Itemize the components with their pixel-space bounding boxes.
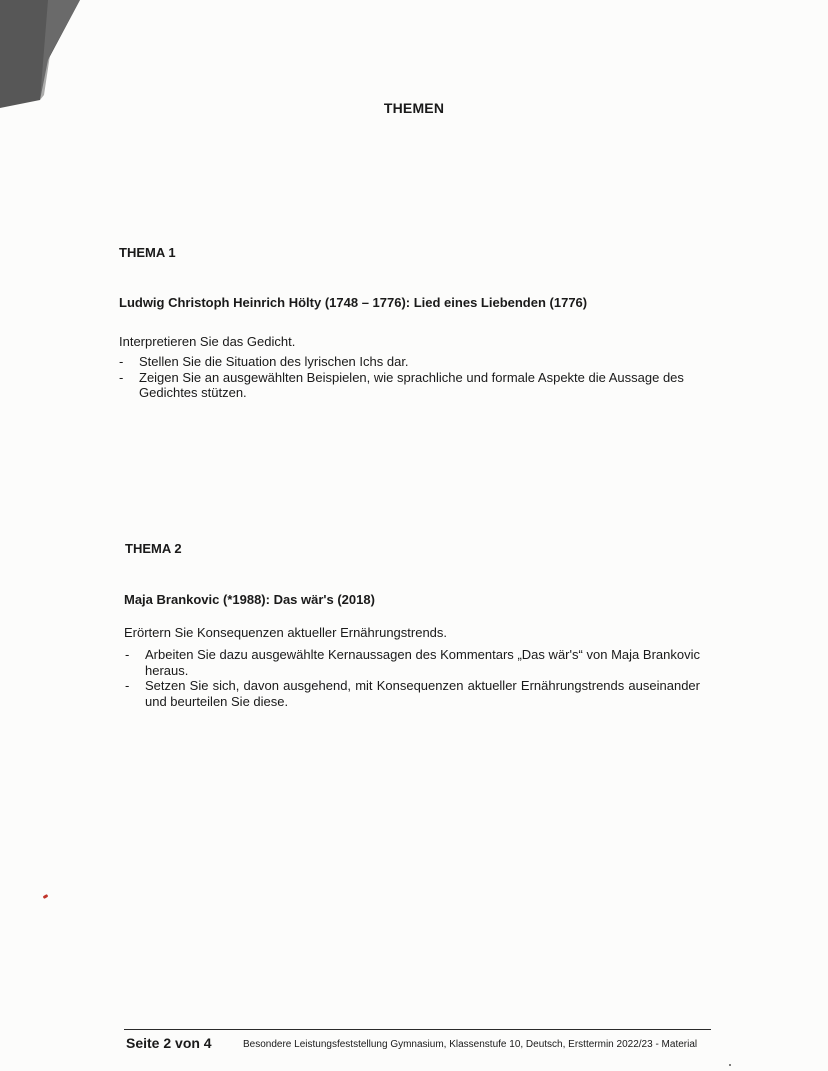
list-item: - Arbeiten Sie dazu ausgewählte Kernaussagen des Kommentars „Das wär's“ von Maja Brankovic heraus. <box>125 647 700 678</box>
theme-2-bullet-list <box>125 647 700 709</box>
theme-2-task: Erörtern Sie Konsequenzen aktueller Ernährungstrends. <box>124 625 448 640</box>
page-title: THEMEN <box>383 100 445 116</box>
scan-speck <box>729 1064 731 1066</box>
theme-2-bullet-1: Arbeiten Sie dazu ausgewählte Kernaussagen des Kommentars „Das wär's“ von Maja Brankovic heraus. <box>145 647 700 678</box>
theme-2-bullet-2: Setzen Sie sich, davon ausgehend, mit Konsequenzen aktueller Ernährungstrends auseinander und beurteilen Sie diese. <box>145 678 700 709</box>
pen-mark <box>43 894 49 899</box>
theme-1-work-title: Ludwig Christoph Heinrich Hölty (1748 – 1776): Lied eines Liebenden (1776) <box>119 295 588 310</box>
footer-info: Besondere Leistungsfeststellung Gymnasium, Klassenstufe 10, Deutsch, Ersttermin 2022/23 - Material <box>243 1039 698 1050</box>
footer-divider <box>124 1029 711 1030</box>
theme-1-bullet-2: Zeigen Sie an ausgewählten Beispielen, wie sprachliche und formale Aspekte die Aussage des Gedichtes stützen. <box>139 369 684 400</box>
footer-page-number: Seite 2 von 4 <box>126 1035 212 1051</box>
theme-1-heading: THEMA 1 <box>119 245 176 260</box>
theme-2-heading: THEMA 2 <box>125 541 182 556</box>
scan-corner-shadow <box>0 0 90 110</box>
list-item: - Stellen Sie die Situation des lyrischen Ichs dar. <box>119 354 409 369</box>
theme-1-bullet-list <box>119 354 699 401</box>
theme-1-task: Interpretieren Sie das Gedicht. <box>119 334 296 349</box>
list-item: - Zeigen Sie an ausgewählten Beispielen, wie sprachliche und formale Aspekte die Aussage des Gedichtes stützen. <box>119 369 684 400</box>
theme-1-bullet-1: Stellen Sie die Situation des lyrischen Ichs dar. <box>139 354 409 369</box>
list-item: - Setzen Sie sich, davon ausgehend, mit Konsequenzen aktueller Ernährungstrends auseinander und beurteilen Sie diese. <box>125 678 700 709</box>
theme-2-work-title: Maja Brankovic (*1988): Das wär's (2018) <box>124 592 375 607</box>
